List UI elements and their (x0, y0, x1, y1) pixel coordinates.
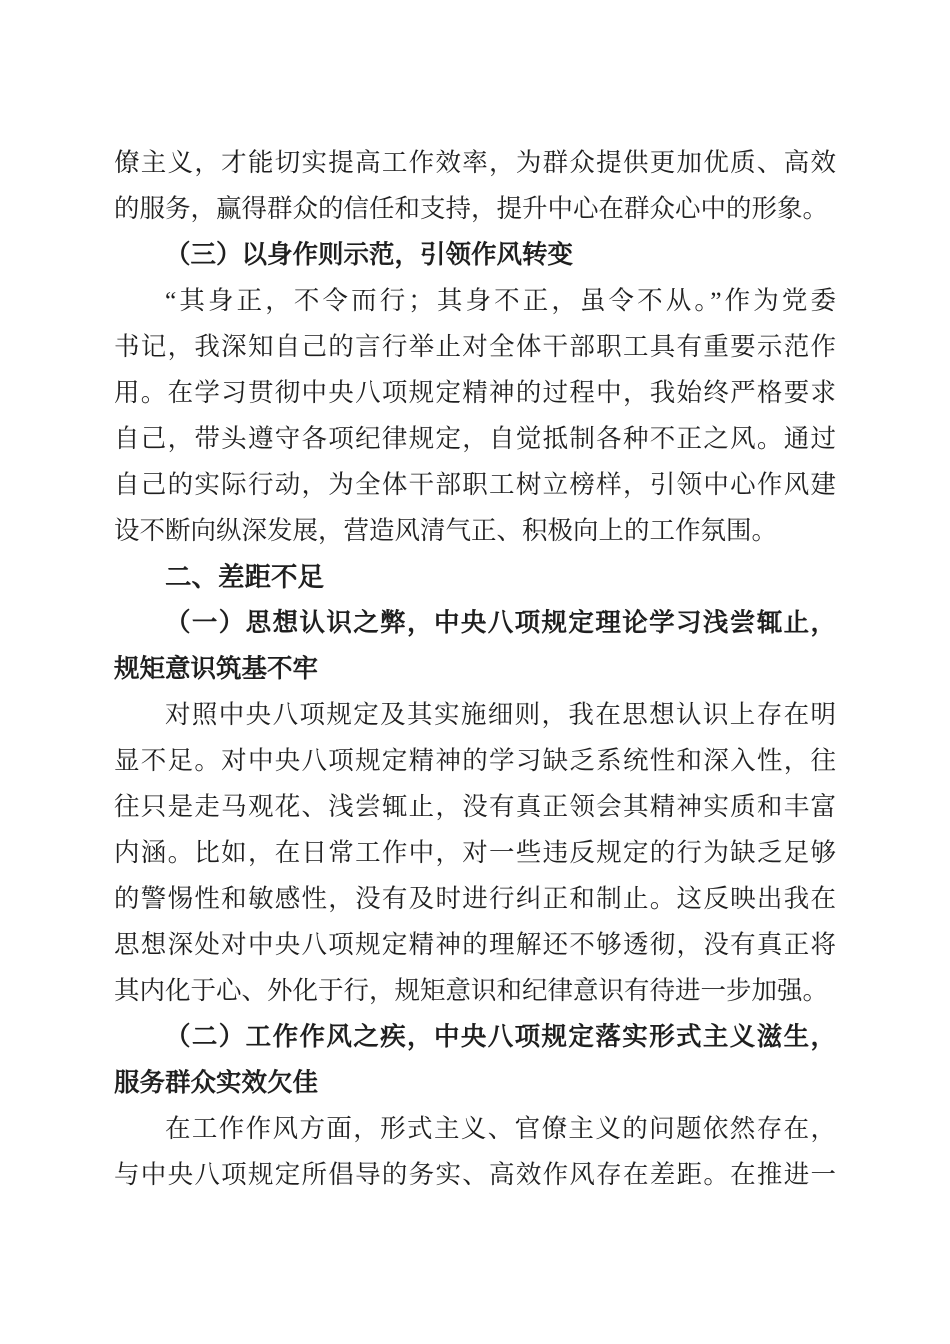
body-text-line: 对照中央八项规定及其实施细则，我在思想认识上存在明 (165, 700, 836, 729)
body-text-line: 往只是走马观花、浅尝辄止，没有真正领会其精神实质和丰富 (114, 792, 836, 821)
body-text-line: 显不足。对中央八项规定精神的学习缺乏系统性和深入性，往 (114, 746, 836, 775)
sub-heading-line: （二）工作作风之疾，中央八项规定落实形式主义滋生， (165, 1022, 836, 1051)
body-text-line: 僚主义，才能切实提高工作效率，为群众提供更加优质、高效 (114, 148, 836, 177)
body-text-line: 的服务，赢得群众的信任和支持，提升中心在群众心中的形象。 (114, 194, 829, 223)
body-text-line: “其身正，不令而行；其身不正，虽令不从。”作为党委 (165, 286, 836, 315)
body-text-line: 其内化于心、外化于行，规矩意识和纪律意识有待进一步加强。 (114, 976, 829, 1005)
section-heading-line: 二、差距不足 (165, 562, 324, 592)
document-body (114, 140, 836, 1198)
body-text-line: 思想深处对中央八项规定精神的理解还不够透彻，没有真正将 (114, 930, 836, 959)
body-text-line: 内涵。比如，在日常工作中，对一些违反规定的行为缺乏足够 (114, 838, 836, 867)
body-text-line: 在工作作风方面，形式主义、官僚主义的问题依然存在， (165, 1114, 836, 1143)
body-text-line: 的警惕性和敏感性，没有及时进行纠正和制止。这反映出我在 (114, 884, 836, 913)
body-text-line: 与中央八项规定所倡导的务实、高效作风存在差距。在推进一 (114, 1160, 836, 1189)
body-text-line: 自己的实际行动，为全体干部职工树立榜样，引领中心作风建 (114, 470, 836, 499)
body-text-line: 自己，带头遵守各项纪律规定，自觉抵制各种不正之风。通过 (114, 424, 836, 453)
body-text-line: 用。在学习贯彻中央八项规定精神的过程中，我始终严格要求 (114, 378, 836, 407)
sub-heading-line: 规矩意识筑基不牢 (114, 654, 319, 683)
sub-heading-line: 服务群众实效欠佳 (114, 1068, 319, 1097)
body-text-line: 书记，我深知自己的言行举止对全体干部职工具有重要示范作 (114, 332, 836, 361)
body-text-line: 设不断向纵深发展，营造风清气正、积极向上的工作氛围。 (114, 516, 778, 545)
sub-heading-line: （一）思想认识之弊，中央八项规定理论学习浅尝辄止， (165, 608, 836, 637)
sub-heading-line: （三）以身作则示范，引领作风转变 (165, 240, 574, 269)
